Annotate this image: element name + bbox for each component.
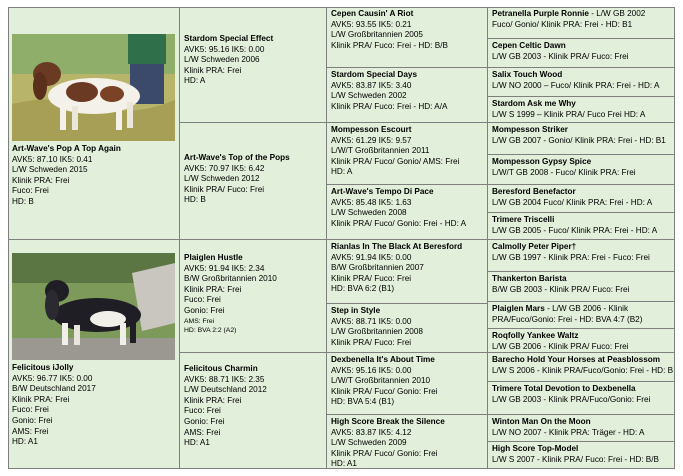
dog-info: L/W Schweden 2008 (331, 208, 407, 218)
dog-info: L/W Großbritannien 2008 (331, 327, 423, 337)
sire-name: Art-Wave's Pop A Top Again (12, 144, 121, 153)
g2-cell (180, 240, 327, 353)
dog-name: Calmolly Peter Piper† (492, 242, 577, 251)
dog-info: AVK5: 91.94 IK5: 0.00 (331, 252, 412, 262)
dog-name: Art-Wave's Tempo Di Pace (331, 187, 434, 196)
g3-cell (327, 185, 488, 240)
dog-info: HD: A (331, 167, 353, 177)
dog-info: Gonio: Frei (184, 305, 225, 315)
dog-info-small: HD: BVA 2:2 (A2) (184, 326, 237, 334)
dog-info: Klinik PRA/ Fuco: Frei (331, 273, 412, 283)
g3-cell (327, 7, 488, 68)
dog-info: Klinik PRA: Frei (184, 395, 242, 405)
dog-info: Gonio: Frei (184, 416, 225, 426)
g4-cell (488, 329, 675, 353)
dog-info: L/W GB 2007 - Gonio/ Klinik PRA: Frei - HD: B1 (492, 135, 666, 145)
dog-info: L/W GB 2006 - Klinik PRA/ Fuco: Frei (492, 341, 629, 351)
dog-info-small: AMS: Frei (184, 317, 215, 325)
dog-info: L/W GB 2004 Fuco/ Klinik PRA: Frei - HD: A (492, 197, 653, 207)
g4-cell (488, 272, 675, 302)
g4-cell (488, 415, 675, 442)
dog-info: L/W Großbritannien 2005 (331, 30, 423, 40)
g4-cell (488, 353, 675, 382)
dog-info: AVK5: 85.48 IK5: 1.63 (331, 197, 412, 207)
dog-info: L/W GB 2003 - Klinik PRA/Fuco/Gonio: Frei (492, 394, 651, 404)
dog-info: Fuco/ Gonio/ Klinik PRA: Frei - HD: B1 (492, 19, 633, 29)
dog-info: Klinik PRA/ Fuco/ Gonio/ AMS: Frei (331, 156, 460, 166)
g2-cell (180, 123, 327, 240)
sire-line: AVK5: 87.10 IK5: 0.41 (12, 154, 93, 164)
g3-cell (327, 123, 488, 185)
dog-name: Cepen Causin' A Riot (331, 9, 414, 18)
dog-info: AVK5: 83.87 IK5: 3.40 (331, 80, 412, 90)
dog-info: Klinik PRA: Frei (184, 284, 242, 294)
dog-info: AVK5: 93.55 IK5: 0.21 (331, 19, 412, 29)
g2-cell (180, 7, 327, 123)
dog-info: AMS: Frei (184, 427, 221, 437)
dog-info: L/W Deutschland 2012 (184, 385, 267, 395)
dog-info: L/W NO 2000 – Fuco/ Klinik PRA: Frei - HD: A (492, 80, 660, 90)
dog-name: Beresford Benefactor (492, 187, 576, 196)
dog-name: Stardom Ask me Why (492, 99, 576, 108)
dog-info: L/W S 1999 – Klinik PRA/ Fuco Frei HD: A (492, 109, 646, 119)
dam-line: AMS: Frei (12, 426, 49, 436)
dog-info: AVK5: 95.16 IK5: 0.00 (184, 44, 265, 54)
sire-line: Fuco: Frei (12, 186, 49, 196)
pedigree-table (8, 7, 675, 469)
dam-line: Klinik PRA: Frei (12, 394, 70, 404)
g4-cell (488, 240, 675, 272)
sire-photo (12, 34, 175, 141)
dog-info: L/W Schweden 2006 (184, 55, 260, 65)
dog-info: B/W Großbritannien 2010 (184, 274, 277, 284)
dog-name: Step in Style (331, 306, 381, 315)
g3-cell (327, 353, 488, 415)
dam-line: Fuco: Frei (12, 405, 49, 415)
dog-info: L/W GB 2005 - Fuco/ Klinik PRA: Frei - HD: A (492, 225, 658, 235)
dog-info: HD: A (184, 76, 206, 86)
dog-info: L/W Schweden 2012 (184, 174, 260, 184)
dog-info: AVK5: 70.97 IK5: 6.42 (184, 163, 265, 173)
dog-name: Trimere Total Devotion to Dexbenella (492, 384, 636, 393)
dog-info: HD: BVA 5:4 (B1) (331, 397, 395, 407)
g3-cell (327, 304, 488, 353)
dam-line: Gonio: Frei (12, 415, 53, 425)
dog-info: Klinik PRA/ Fuco/ Gonio: Frei (331, 386, 438, 396)
g4-cell (488, 97, 675, 123)
g4-cell (488, 155, 675, 185)
g4-cell (488, 442, 675, 469)
dog-info: AVK5: 83.87 IK5: 4.12 (331, 427, 412, 437)
dog-name: Plaiglen Mars (492, 304, 545, 313)
dog-info: - L/W GB 2002 (588, 9, 646, 18)
g4-cell (488, 213, 675, 240)
dog-info: L/W S 2006 - Klinik PRA/Fuco/Gonio: Frei - HD: B (492, 365, 674, 375)
dog-info: Klinik PRA: Frei (184, 65, 242, 75)
dog-name: Thankerton Barista (492, 274, 567, 283)
dam-name: Felicitous iJolly (12, 363, 74, 372)
dog-info: HD: A1 (184, 438, 210, 448)
dog-info: L/W GB 2003 - Klinik PRA/ Fuco: Frei (492, 51, 629, 61)
g2-cell (180, 353, 327, 469)
dog-name: Plaiglen Hustle (184, 253, 243, 262)
dog-info: PRA/Fuco/Gonio: Frei - HD: BVA 4:7 (B2) (492, 314, 643, 324)
sire-line: HD: B (12, 196, 34, 206)
dog-info: Klinik PRA/ Fuco: Frei - HD: A/A (331, 101, 448, 111)
dam-line: B/W Deutschland 2017 (12, 384, 96, 394)
dog-info: AVK5: 61.29 IK5: 9.57 (331, 135, 412, 145)
dog-name: High Score Break the Silence (331, 417, 445, 426)
dog-name: Stardom Special Effect (184, 34, 274, 43)
dog-info: AVK5: 88.71 IK5: 2.35 (184, 374, 265, 384)
sire-line: L/W Schweden 2015 (12, 165, 88, 175)
g4-cell (488, 68, 675, 97)
dog-info: Klinik PRA/ Fuco: Frei - HD: B/B (331, 40, 448, 50)
dog-name: Winton Man On the Moon (492, 417, 591, 426)
g4-cell (488, 39, 675, 68)
dog-name: Art-Wave's Top of the Pops (184, 153, 290, 162)
g3-cell (327, 415, 488, 469)
dog-info: L/W S 2007 - Klinik PRA/ Fuco: Frei - HD: B/B (492, 454, 659, 464)
dog-info: HD: B (184, 195, 206, 205)
g4-cell (488, 382, 675, 415)
dog-name: Petranella Purple Ronnie (492, 9, 589, 18)
dog-name: Mompesson Escourt (331, 125, 412, 134)
dog-info: Klinik PRA/ Fuco: Frei (331, 337, 412, 347)
dog-name: Mompesson Striker (492, 125, 568, 134)
dog-info: L/W NO 2007 - Klinik PRA: Träger - HD: A (492, 427, 645, 437)
g4-cell (488, 7, 675, 39)
g4-cell (488, 302, 675, 329)
dog-info: L/W GB 1997 - Klinik PRA: Frei - Fuco: Frei (492, 252, 650, 262)
dog-info: Fuco: Frei (184, 295, 221, 305)
dog-info: L/W/T GB 2008 - Fuco/ Klinik PRA: Frei (492, 167, 636, 177)
dog-name: Trimere Triscelli (492, 215, 555, 224)
sire-cell (8, 7, 180, 240)
dog-info: L/W/T Großbritannien 2010 (331, 376, 431, 386)
dog-name: Roqfolly Yankee Waltz (492, 331, 579, 340)
dog-info: HD: BVA 6:2 (B1) (331, 284, 395, 294)
dog-info: AVK5: 88.71 IK5: 0.00 (331, 316, 412, 326)
g3-cell (327, 68, 488, 123)
g4-cell (488, 185, 675, 213)
g3-cell (327, 240, 488, 304)
g4-cell (488, 123, 675, 155)
dog-info: L/W Schweden 2009 (331, 438, 407, 448)
dog-info: B/W GB 2003 - Klinik PRA/ Fuco: Frei (492, 284, 630, 294)
dog-name: Barecho Hold Your Horses at Peasblossom (492, 355, 661, 364)
dog-info: - L/W GB 2006 - Klinik (544, 304, 629, 313)
dog-name: Salix Touch Wood (492, 70, 563, 79)
dog-info: L/W Schweden 2002 (331, 91, 407, 101)
dog-name: Mompesson Gypsy Spice (492, 157, 592, 166)
dog-info: L/W/T Großbritannien 2011 (331, 146, 430, 156)
dog-name: Rianlas In The Black At Beresford (331, 242, 463, 251)
dog-name: Cepen Celtic Dawn (492, 41, 566, 50)
dam-photo (12, 253, 175, 360)
dog-info: AVK5: 95.16 IK5: 0.00 (331, 365, 412, 375)
dog-info: Fuco: Frei (184, 406, 221, 416)
dog-name: Dexbenella It's About Time (331, 355, 435, 364)
sire-line: Klinik PRA: Frei (12, 175, 70, 185)
dog-info: Klinik PRA/ Fuco/ Gonio: Frei - HD: A (331, 218, 467, 228)
dog-name: Stardom Special Days (331, 70, 418, 79)
dog-info: Klinik PRA/ Fuco: Frei (184, 184, 265, 194)
dog-info: AVK5: 91.94 IK5: 2.34 (184, 263, 265, 273)
dog-name: Felicitous Charmin (184, 364, 258, 373)
dam-cell (8, 240, 180, 469)
dam-line: AVK5: 96.77 IK5: 0.00 (12, 373, 93, 383)
dog-info: HD: A1 (331, 459, 357, 469)
dog-name: High Score Top-Model (492, 444, 579, 453)
dog-info: Klinik PRA/ Fuco/ Gonio: Frei (331, 448, 438, 458)
dam-line: HD: A1 (12, 437, 38, 447)
dog-info: B/W Großbritannien 2007 (331, 263, 424, 273)
